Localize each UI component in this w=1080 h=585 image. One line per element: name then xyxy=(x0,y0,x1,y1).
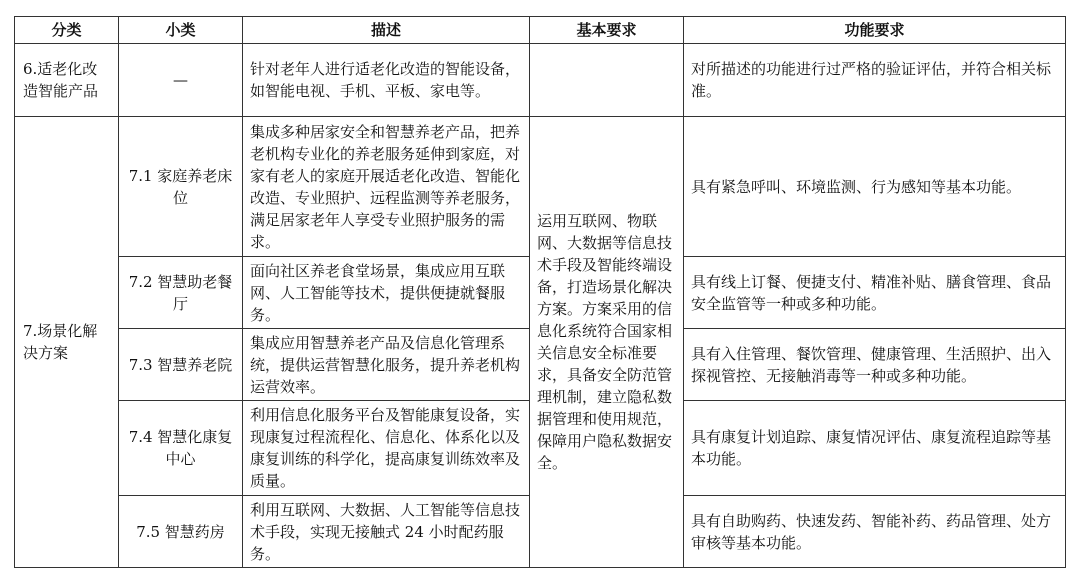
table-row xyxy=(15,117,1066,257)
function-requirements-cell: 具有紧急呼叫、环境监测、行为感知等基本功能。 xyxy=(684,117,1066,257)
subcategory-cell: 7.1 家庭养老床位 xyxy=(119,117,243,257)
description-cell: 面向社区养老食堂场景，集成应用互联网、人工智能等技术，提供便捷就餐服务。 xyxy=(243,257,530,329)
description-cell: 针对老年人进行适老化改造的智能设备，如智能电视、手机、平板、家电等。 xyxy=(243,44,530,117)
document-page xyxy=(14,16,1066,568)
subcategory-cell: 7.2 智慧助老餐厅 xyxy=(119,257,243,329)
function-requirements-cell: 具有康复计划追踪、康复情况评估、康复流程追踪等基本功能。 xyxy=(684,401,1066,496)
function-requirements-cell: 具有自助购药、快速发药、智能补药、药品管理、处方审核等基本功能。 xyxy=(684,496,1066,568)
table-row xyxy=(15,44,1066,117)
description-cell: 集成多种居家安全和智慧养老产品，把养老机构专业化的养老服务延伸到家庭，对家有老人的家庭开展适老化改造、智能化改造、专业照护、远程监测等养老服务，满足居家老年人享受专业照护服务的需求。 xyxy=(243,117,530,257)
requirements-table xyxy=(14,16,1066,568)
basic-requirements-cell: 运用互联网、物联网、大数据等信息技术手段及智能终端设备，打造场景化解决方案。方案采用的信息化系统符合国家相关信息安全标准要求，具备安全防范管理机制，建立隐私数据管理和使用规范，保障用户隐私数据安全。 xyxy=(530,117,684,568)
description-cell: 利用信息化服务平台及智能康复设备，实现康复过程流程化、信息化、体系化以及康复训练的科学化，提高康复训练效率及质量。 xyxy=(243,401,530,496)
header-row xyxy=(15,17,1066,44)
category-cell: 7.场景化解决方案 xyxy=(15,117,119,568)
subcategory-cell: 7.4 智慧化康复中心 xyxy=(119,401,243,496)
function-requirements-cell: 对所描述的功能进行过严格的验证评估，并符合相关标准。 xyxy=(684,44,1066,117)
subcategory-cell: 7.5 智慧药房 xyxy=(119,496,243,568)
subcategory-cell: 7.3 智慧养老院 xyxy=(119,329,243,401)
header-subcategory: 小类 xyxy=(119,17,243,44)
header-function-requirements: 功能要求 xyxy=(684,17,1066,44)
description-cell: 集成应用智慧养老产品及信息化管理系统，提供运营智慧化服务，提升养老机构运营效率。 xyxy=(243,329,530,401)
function-requirements-cell: 具有入住管理、餐饮管理、健康管理、生活照护、出入探视管控、无接触消毒等一种或多种功能。 xyxy=(684,329,1066,401)
header-description: 描述 xyxy=(243,17,530,44)
function-requirements-cell: 具有线上订餐、便捷支付、精准补贴、膳食管理、食品安全监管等一种或多种功能。 xyxy=(684,257,1066,329)
header-basic-requirements: 基本要求 xyxy=(530,17,684,44)
subcategory-cell: — xyxy=(119,44,243,117)
category-cell: 6.适老化改造智能产品 xyxy=(15,44,119,117)
basic-requirements-cell xyxy=(530,44,684,117)
header-category: 分类 xyxy=(15,17,119,44)
description-cell: 利用互联网、大数据、人工智能等信息技术手段，实现无接触式 24 小时配药服务。 xyxy=(243,496,530,568)
